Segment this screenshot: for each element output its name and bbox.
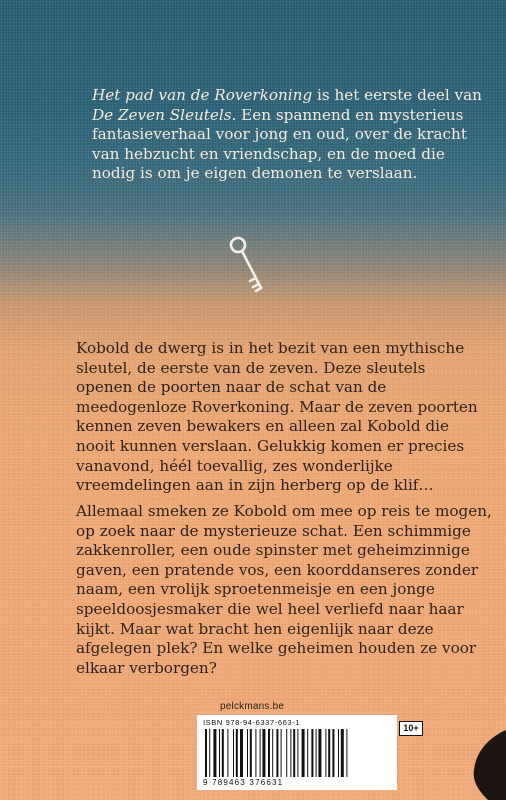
body-paragraph-2: Allemaal smeken ze Kobold om mee op reis te mogen, op zoek naar de mysterieuze schat. Een schimmige zakkenroller, een oude spinster met geheimzinnige gaven, een pratende vos, een koorddanseres zonder naam, een vrolijk sproetenmeisje en een jonge speeldoosjesmaker die wel heel verliefd naar haar kijkt. Maar wat bracht hen eigenlijk naar deze afgelegen plek? En welke geheimen houden ze voor elkaar verborgen? <box>76 502 492 677</box>
isbn-label: ISBN 978-94-6337-663-1 <box>203 718 301 727</box>
barcode-bar <box>260 729 261 777</box>
barcode-bar <box>219 729 220 777</box>
intro-paragraph <box>92 86 492 184</box>
series-title: De Zeven Sleutels. <box>92 105 237 124</box>
barcode-bar <box>325 729 326 777</box>
barcode-bar <box>276 729 278 777</box>
barcode-bar <box>227 729 228 777</box>
barcode-bar <box>286 729 287 777</box>
barcode-bar <box>346 729 347 777</box>
age-badge: 10+ <box>399 721 423 736</box>
barcode-bar <box>307 729 308 777</box>
barcode-bar <box>205 729 207 777</box>
barcode-bar <box>247 729 248 777</box>
corner-decoration <box>458 730 506 800</box>
body-paragraph-1: Kobold de dwerg is in het bezit van een mythische sleutel, de eerste van de zeven. Deze sleutels openen de poorten naar de schat van de meedogenloze Roverkoning. Maar de zeven poorten kennen zeven bewakers en alleen zal Kobold die nooit kunnen verslaan. Gelukkig komen er precies vanavond, héél toevallig, zes wonderlijke vreemdelingen aan in zijn herberg op de klif… <box>76 339 478 495</box>
book-title: Het pad van de Roverkoning <box>92 86 313 104</box>
barcode-bar <box>316 729 317 777</box>
barcode-panel <box>197 715 397 790</box>
publisher-url: pelckmans.be <box>220 701 285 712</box>
barcode-bar <box>338 729 339 777</box>
barcode <box>205 729 389 777</box>
barcode-bar <box>255 729 256 777</box>
barcode-bar <box>297 729 298 777</box>
barcode-bar <box>262 729 265 777</box>
barcode-bar <box>240 729 243 777</box>
barcode-bar <box>236 729 238 777</box>
barcode-bar <box>328 729 330 777</box>
barcode-bar <box>233 729 234 777</box>
barcode-bar <box>318 729 321 777</box>
barcode-bar <box>341 729 344 777</box>
barcode-number: 9 789463 376631 <box>203 778 284 787</box>
barcode-bar <box>222 729 224 777</box>
key-icon <box>228 234 268 296</box>
barcode-bar <box>250 729 252 777</box>
barcode-bar <box>332 729 334 777</box>
barcode-bar <box>290 729 291 777</box>
barcode-bar <box>293 729 295 777</box>
barcode-bar <box>281 729 282 777</box>
barcode-bar <box>209 729 210 777</box>
barcode-bar <box>272 729 273 777</box>
barcode-bar <box>268 729 270 777</box>
intro-text-2: Een spannend en mysterieus fantasieverhaal voor jong en oud, over de kracht van hebzucht en vriendschap, en de moed die nodig is om je eigen demonen te verslaan. <box>92 105 467 183</box>
intro-text-1: is het eerste deel van <box>312 86 482 104</box>
barcode-bar <box>302 729 305 777</box>
barcode-bar <box>311 729 313 777</box>
barcode-bar <box>213 729 216 777</box>
